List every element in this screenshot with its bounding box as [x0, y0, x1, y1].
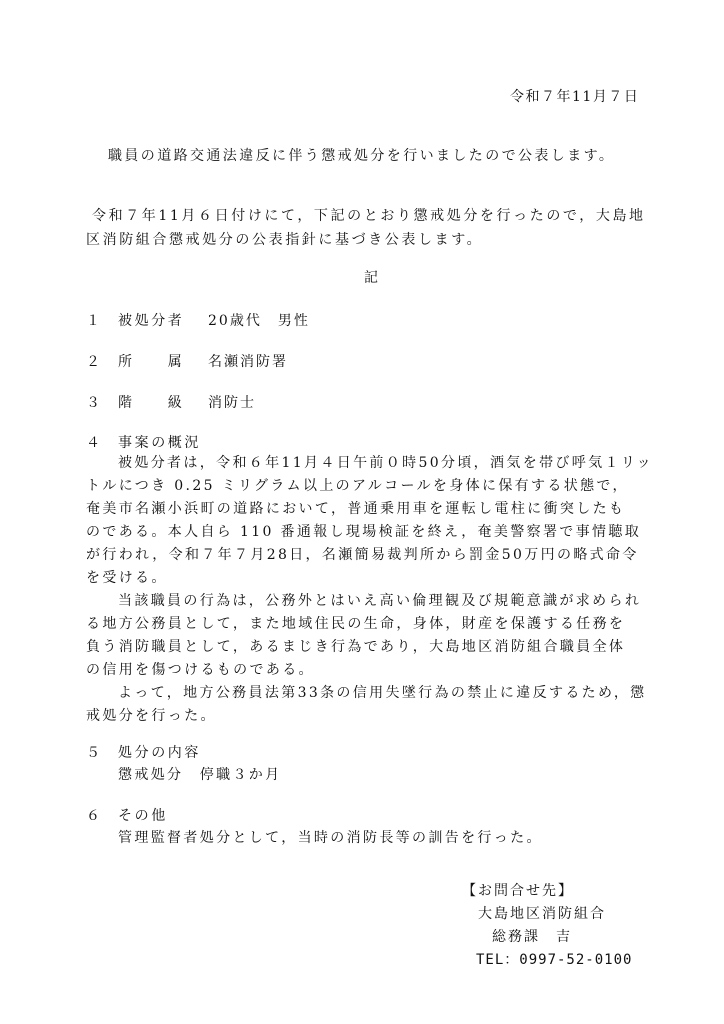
item-value: 消防士 [208, 395, 256, 411]
document-headline: 職員の道路交通法違反に伴う懲戒処分を行いましたので公表します。 [108, 148, 616, 164]
section-content: 懲戒処分 停職３か月 [118, 767, 282, 783]
summary-line: トルにつき 0.25 ミリグラム以上のアルコールを身体に保有する状態で， [86, 478, 629, 494]
contact-tel: TEL：0997-52-0100 [476, 952, 633, 968]
section-number: ６ [86, 808, 100, 824]
item-number: ２ [86, 354, 100, 370]
intro-line-1: 令和７年11月６日付けにて，下記のとおり懲戒処分を行ったので，大島地 [92, 208, 646, 224]
contact-title: 【お問合せ先】 [462, 883, 574, 899]
section-content: 管理監督者処分として，当時の消防長等の訓告を行った。 [118, 830, 543, 846]
section-title: その他 [118, 808, 168, 824]
section-number: ５ [86, 745, 100, 761]
summary-line: 負う消防職員として，あるまじき行為であり，大島地区消防組合職員全体 [86, 639, 626, 655]
summary-line: を受ける。 [86, 570, 168, 586]
section-title: 事案の概況 [118, 435, 201, 451]
item-value: 名瀬消防署 [208, 354, 288, 370]
summary-line: の信用を傷つけるものである。 [86, 662, 315, 678]
summary-line: 戒処分を行った。 [86, 708, 217, 724]
item-value: 20歳代 男性 [208, 313, 310, 329]
summary-line: が行われ，令和７年７月28日，名瀬簡易裁判所から罰金50万円の略式命令 [86, 547, 639, 563]
ki-heading: 記 [364, 270, 381, 286]
intro-line-2: 区消防組合懲戒処分の公表指針に基づき公表します。 [86, 232, 484, 248]
summary-line: る地方公務員として，また地域住民の生命，身体，財産を保護する任務を [86, 616, 626, 632]
section-number: ４ [86, 435, 100, 451]
item-label: 階 級 [118, 395, 185, 411]
item-number: １ [86, 313, 100, 329]
section-title: 処分の内容 [118, 745, 201, 761]
item-label: 被処分者 [118, 313, 185, 329]
summary-line: のである。本人自ら 110 番通報し現場検証を終え，奄美警察署で事情聴取 [86, 524, 642, 540]
summary-line: よって，地方公務員法第33条の信用失墜行為の禁止に違反するため，懲 [118, 685, 647, 701]
contact-dept: 総務課 吉 [492, 929, 572, 945]
item-label: 所 属 [118, 354, 185, 370]
document-date: 令和７年11月７日 [510, 89, 640, 105]
contact-org: 大島地区消防組合 [478, 906, 606, 922]
summary-line: 被処分者は，令和６年11月４日午前０時50分頃，酒気を帯び呼気１リッ [118, 455, 653, 471]
summary-line: 当該職員の行為は，公務外とはいえ高い倫理観及び規範意識が求められ [118, 593, 642, 609]
item-number: ３ [86, 395, 100, 411]
summary-line: 奄美市名瀬小浜町の道路において，普通乗用車を運転し電柱に衝突したも [86, 501, 626, 517]
